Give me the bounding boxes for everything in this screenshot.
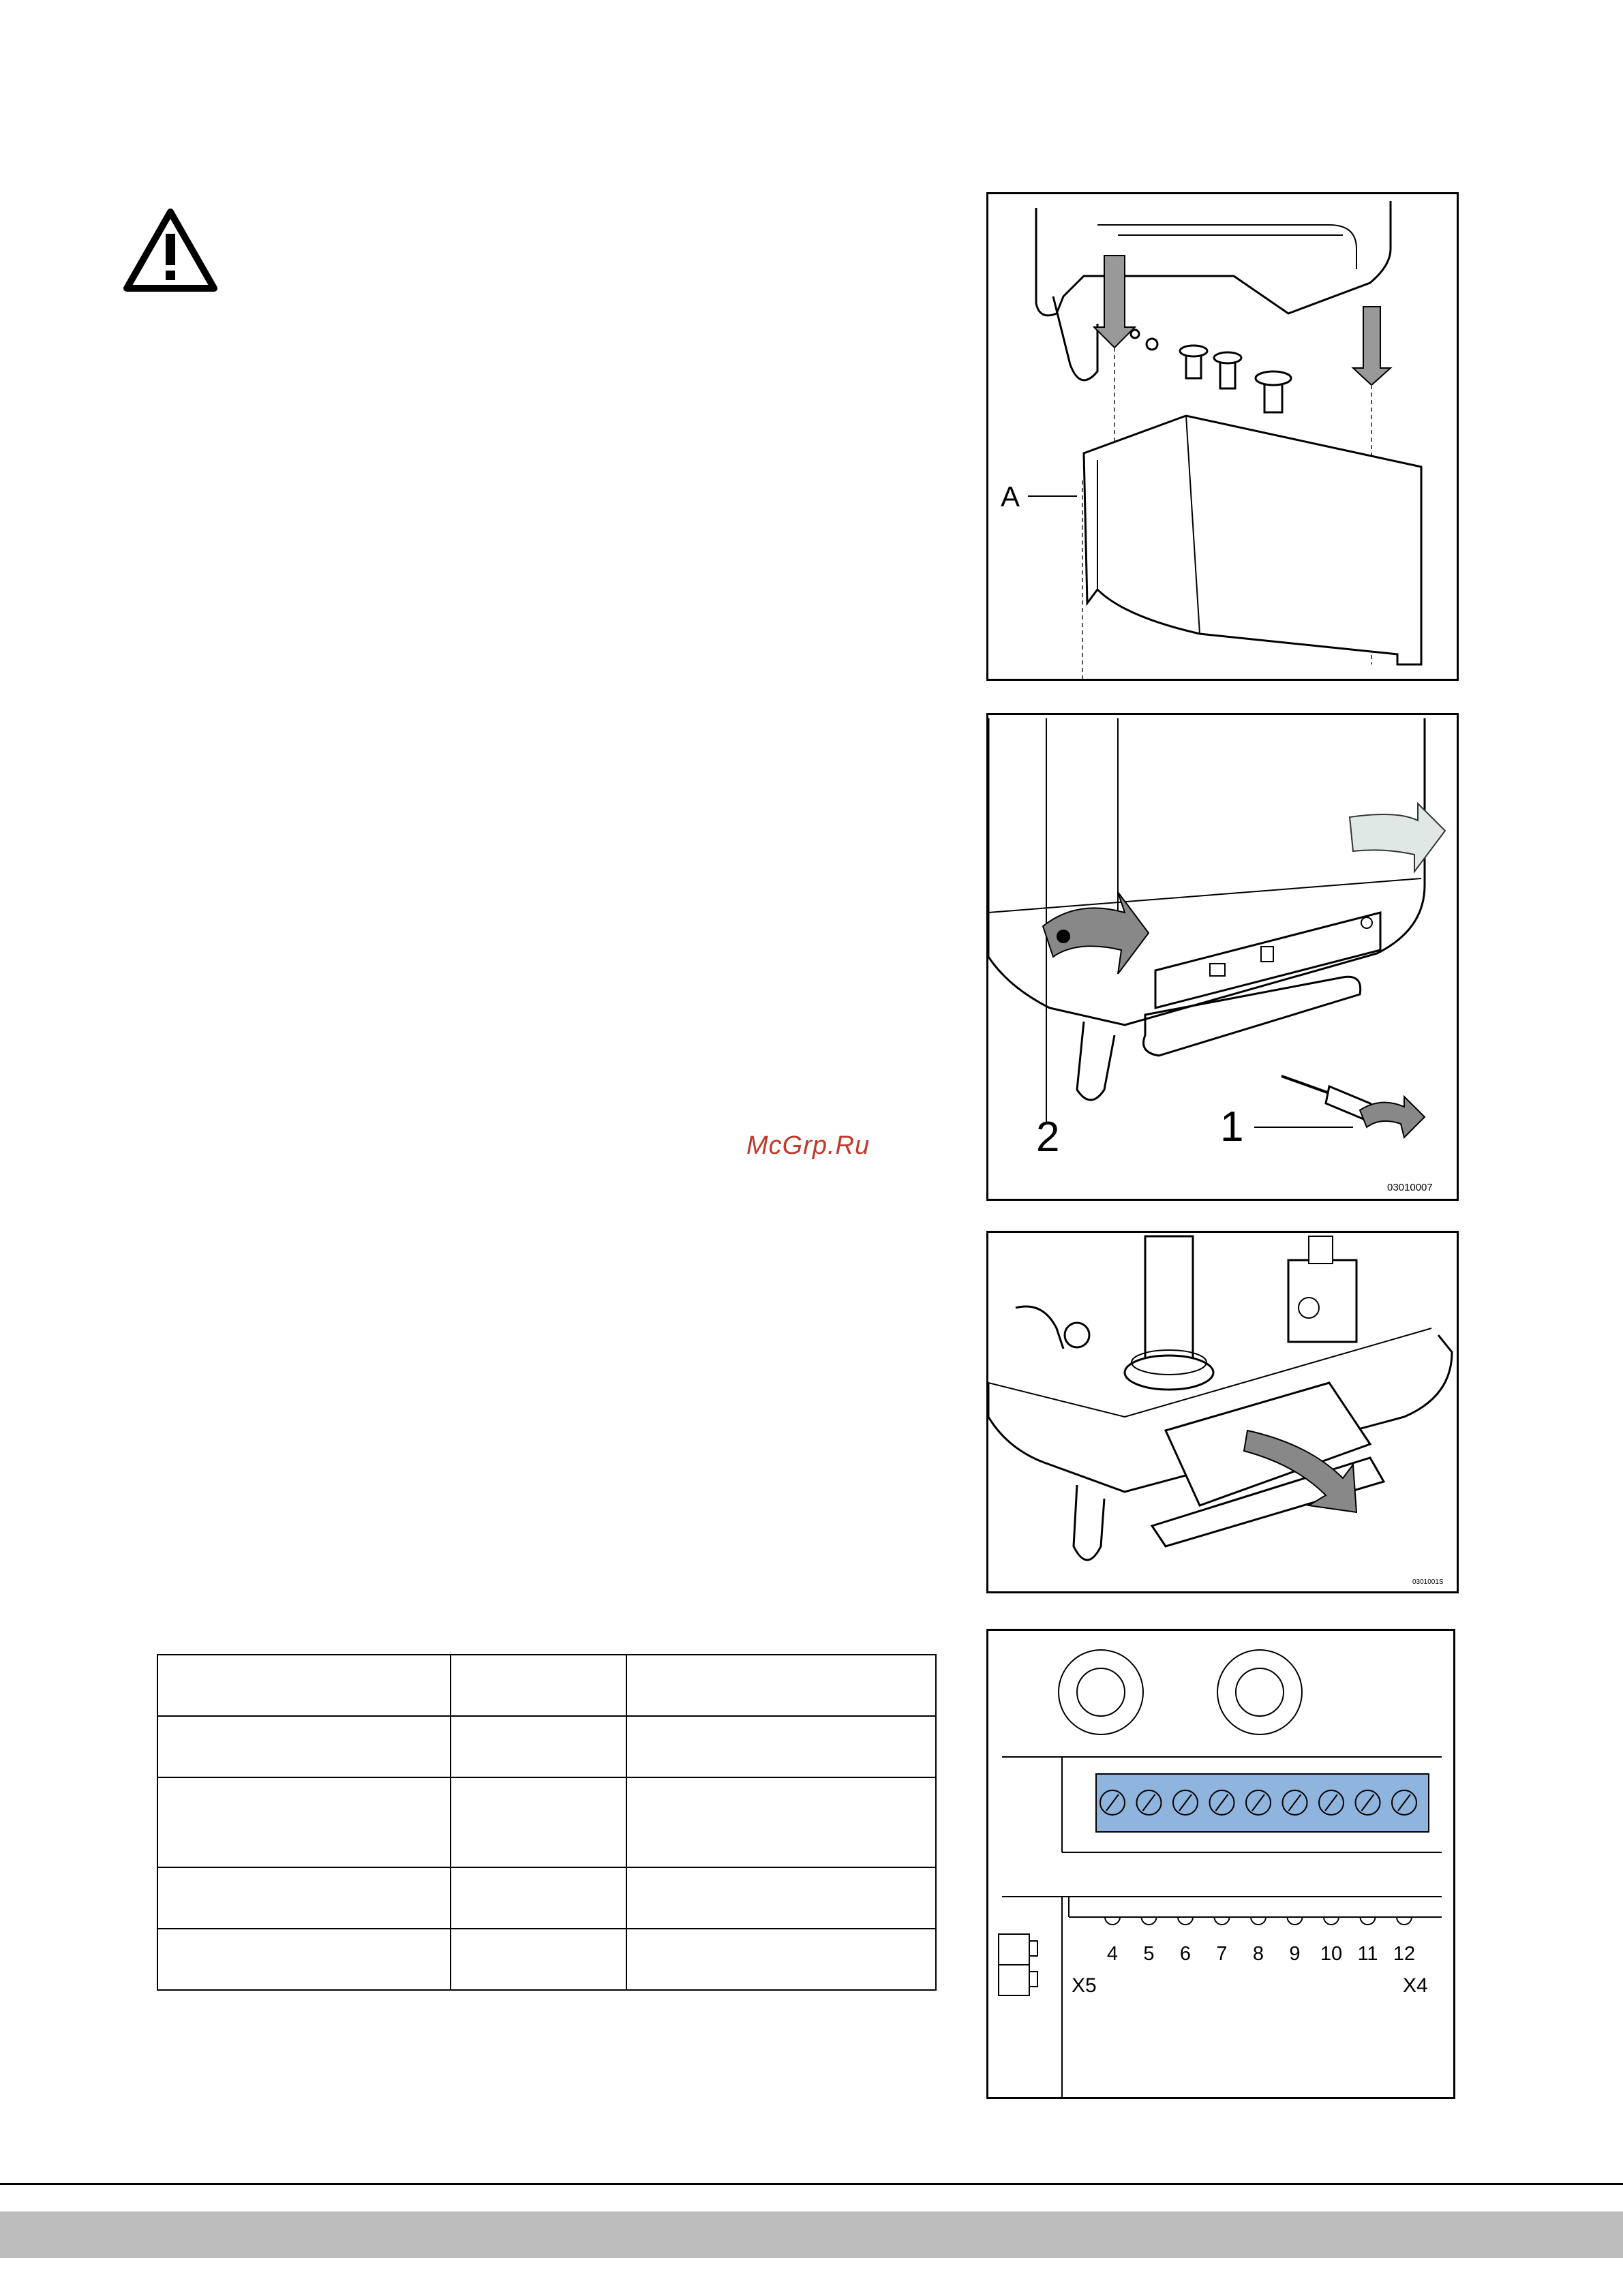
table-cell — [157, 1655, 451, 1716]
table-row — [157, 1929, 936, 1990]
table-cell — [451, 1777, 626, 1867]
terminal-label: 9 — [1289, 1943, 1301, 1965]
terminal-pin — [1361, 1917, 1376, 1925]
terminal-label: 6 — [1179, 1943, 1192, 1965]
table-cell — [451, 1716, 626, 1777]
figure-cover-installation — [986, 192, 1459, 681]
front-panel-illustration — [988, 715, 1457, 1199]
label-2: 2 — [1036, 1114, 1060, 1161]
control-box-illustration — [988, 1233, 1457, 1591]
figure-control-box-open — [986, 1231, 1459, 1593]
footer-band — [0, 2211, 1623, 2258]
figure-terminal-block — [986, 1629, 1455, 2099]
terminal-pin — [1251, 1917, 1266, 1925]
terminal-label: 12 — [1393, 1943, 1416, 1965]
terminal-label: 7 — [1216, 1943, 1228, 1965]
figure-code: 03010007 — [1387, 1182, 1433, 1193]
terminal-pin — [1215, 1917, 1230, 1925]
table-cell — [157, 1867, 451, 1929]
table-cell — [626, 1929, 936, 1990]
figure-code: 0301001S — [1412, 1578, 1444, 1586]
label-1: 1 — [1220, 1103, 1244, 1150]
terminal-pin — [1397, 1917, 1412, 1925]
terminal-pin — [1288, 1917, 1303, 1925]
terminal-pin — [1105, 1917, 1120, 1925]
terminal-pin — [1178, 1917, 1193, 1925]
terminal-pin — [1142, 1917, 1157, 1925]
terminal-label: 5 — [1143, 1943, 1155, 1965]
label-a: A — [1001, 480, 1020, 512]
terminal-pin — [1324, 1917, 1339, 1925]
table-cell — [626, 1716, 936, 1777]
table-row — [157, 1716, 936, 1777]
terminal-block-diagram — [988, 1631, 1453, 2097]
footer-divider — [0, 2183, 1623, 2185]
table-cell — [626, 1777, 936, 1867]
terminal-label: 4 — [1106, 1943, 1119, 1965]
terminal-label: 11 — [1357, 1943, 1378, 1965]
table-cell — [451, 1867, 626, 1929]
warning-icon — [123, 208, 218, 293]
table-cell — [451, 1929, 626, 1990]
table-cell — [626, 1867, 936, 1929]
label-x4: X4 — [1403, 1974, 1428, 1997]
terminal-label: 10 — [1320, 1943, 1343, 1965]
label-x5: X5 — [1072, 1974, 1097, 1997]
table-cell — [157, 1716, 451, 1777]
table-row — [157, 1655, 936, 1716]
table-cell — [157, 1777, 451, 1867]
table-row — [157, 1777, 936, 1867]
specification-table — [157, 1654, 937, 1991]
terminal-label: 8 — [1252, 1943, 1264, 1965]
cover-illustration — [988, 194, 1457, 679]
table-row — [157, 1867, 936, 1929]
table-cell — [157, 1929, 451, 1990]
table-cell — [626, 1655, 936, 1716]
table-cell — [451, 1655, 626, 1716]
watermark: McGrp.Ru — [746, 1131, 870, 1160]
figure-front-panel-removal — [986, 713, 1459, 1201]
